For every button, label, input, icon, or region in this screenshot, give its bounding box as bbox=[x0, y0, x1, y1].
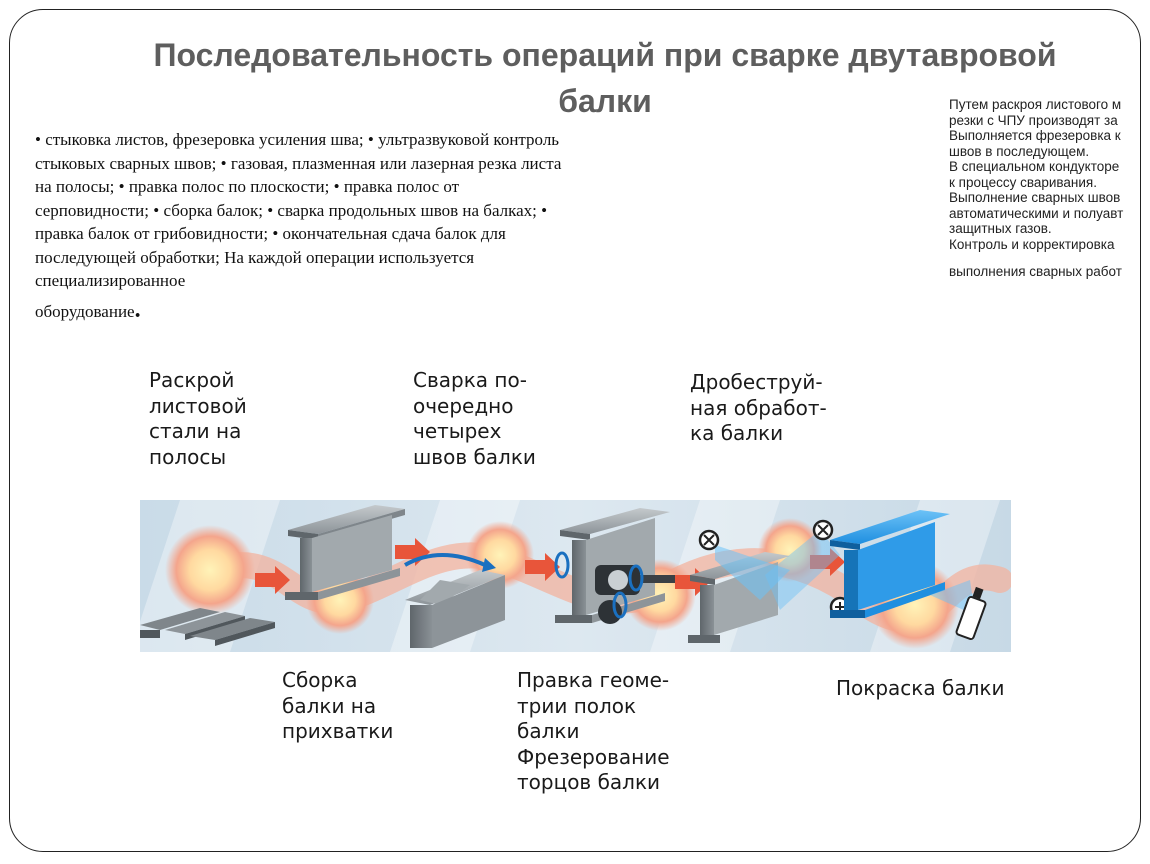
heat-glow bbox=[165, 525, 255, 615]
side-note-line: автоматическими и полуавт bbox=[949, 205, 1124, 221]
body-text bbox=[35, 128, 565, 323]
side-note-line: к процессу сваривания. bbox=[949, 174, 1097, 190]
side-note-line: резки с ЧПУ производят за bbox=[949, 112, 1118, 128]
side-note-line: В специальном кондукторе bbox=[949, 159, 1120, 174]
label-straightening: Правка геоме- трии полок балки Фрезерование торцов балки bbox=[517, 668, 670, 794]
side-note-line: Выполнение сварных швов bbox=[949, 190, 1121, 205]
label-blasting: Дробеструй- ная обработ- ка балки bbox=[690, 370, 827, 445]
slide-title: Последовательность операций при сварке двутавровой балки bbox=[153, 37, 1057, 119]
label-assembly: Сборка балки на прихватки bbox=[282, 668, 394, 743]
side-note-line: Контроль и корректировка bbox=[949, 236, 1115, 252]
label-painting: Покраска балки bbox=[836, 676, 1005, 700]
side-note-line: Выполняется фрезеровка к bbox=[949, 128, 1121, 143]
side-note-line: швов в последующем. bbox=[949, 143, 1090, 159]
side-note-line: защитных газов. bbox=[949, 221, 1052, 236]
side-note-line: Путем раскроя листового м bbox=[949, 97, 1122, 112]
body-text-last: оборудование. bbox=[35, 296, 141, 323]
label-cutting: Раскрой листовой стали на полосы bbox=[149, 368, 247, 469]
process-diagram bbox=[140, 500, 1011, 652]
side-notes bbox=[949, 97, 1150, 280]
body-text-main: • стыковка листов, фрезеровка усиления шва; • ультразвуковой контроль стыковых сварных швов; • газовая, плазменная или лазерная резка листа на полосы; • правка полос по плоскости; • правка полос от серповидности; • сборка балок; • сварка продольных швов на балках; • правка балок от грибовидности; • окончательная сдача балок для последующей обработки; На каждой операции используется специализированное bbox=[35, 130, 562, 290]
label-welding: Сварка по- очередно четырех швов балки bbox=[413, 368, 536, 469]
side-note-line: выполнения сварных работ bbox=[949, 264, 1122, 279]
